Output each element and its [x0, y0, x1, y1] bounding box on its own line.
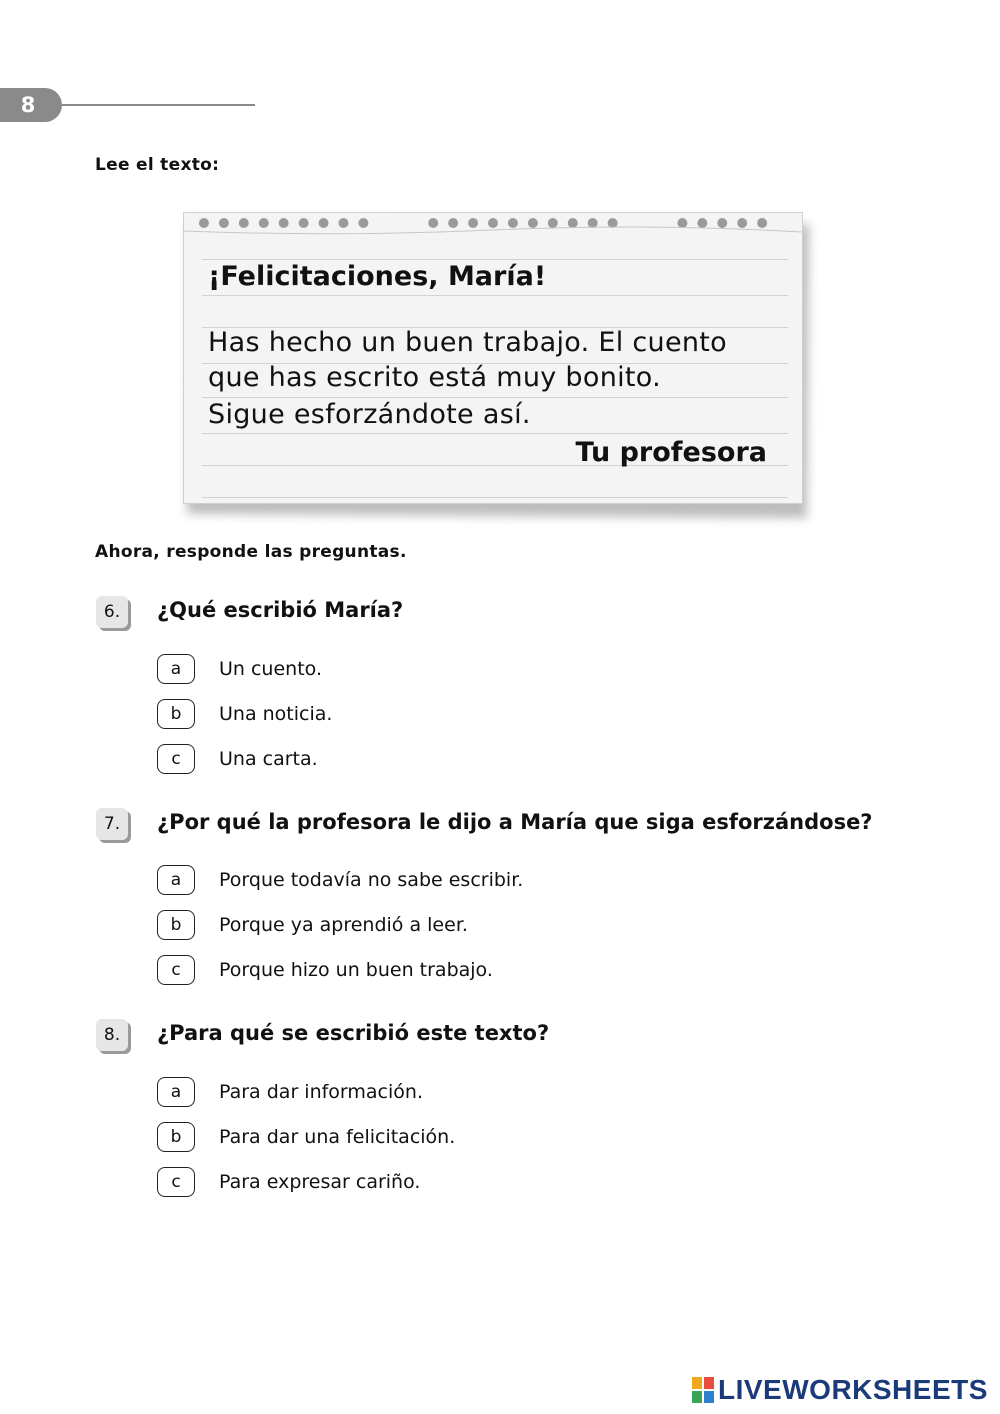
note-rule — [202, 259, 788, 260]
header-rule — [62, 104, 255, 106]
q8-option-b-text: Para dar una felicitación. — [219, 1126, 456, 1148]
note-line-1: Has hecho un buen trabajo. El cuento — [208, 327, 728, 358]
q6-option-a-text: Un cuento. — [219, 658, 322, 680]
note-card — [183, 212, 803, 504]
question-number-8: 8. — [96, 1019, 128, 1051]
note-rule — [202, 497, 788, 498]
q7-option-a-text: Porque todavía no sabe escribir. — [219, 869, 524, 891]
q7-option-b-box[interactable]: b — [157, 910, 195, 940]
question-number-6: 6. — [96, 596, 128, 628]
answer-instruction: Ahora, responde las preguntas. — [95, 542, 407, 562]
q6-option-b-box[interactable]: b — [157, 699, 195, 729]
q8-option-c-box[interactable]: c — [157, 1167, 195, 1197]
q6-option-a-box[interactable]: a — [157, 654, 195, 684]
q6-option-b-text: Una noticia. — [219, 703, 333, 725]
q7-option-c-text: Porque hizo un buen trabajo. — [219, 959, 493, 981]
question-6-text: ¿Qué escribió María? — [157, 598, 404, 622]
q7-option-b-text: Porque ya aprendió a leer. — [219, 914, 468, 936]
note-rule — [202, 397, 788, 398]
note-title: ¡Felicitaciones, María! — [208, 261, 547, 292]
liveworksheets-wordmark: LIVEWORKSHEETS — [718, 1374, 988, 1405]
question-number-7: 7. — [96, 808, 128, 840]
note-rule — [202, 433, 788, 434]
q7-option-a-box[interactable]: a — [157, 865, 195, 895]
q6-option-c-text: Una carta. — [219, 748, 318, 770]
q8-option-b-box[interactable]: b — [157, 1122, 195, 1152]
q7-option-c-box[interactable]: c — [157, 955, 195, 985]
note-line-3: Sigue esforzándote así. — [208, 399, 531, 430]
q8-option-c-text: Para expresar cariño. — [219, 1171, 421, 1193]
q8-option-a-text: Para dar información. — [219, 1081, 423, 1103]
note-line-2: que has escrito está muy bonito. — [208, 362, 662, 393]
read-instruction: Lee el texto: — [95, 155, 220, 175]
q6-option-c-box[interactable]: c — [157, 744, 195, 774]
page-number: 8 — [20, 93, 36, 117]
note-rule — [202, 295, 788, 296]
question-7-text: ¿Por qué la profesora le dijo a María que siga esforzándose? — [157, 810, 873, 834]
page-number-badge — [0, 88, 62, 122]
liveworksheets-logo[interactable] — [692, 1372, 988, 1408]
note-signature: Tu profesora — [575, 437, 767, 468]
liveworksheets-icon — [692, 1377, 714, 1403]
q8-option-a-box[interactable]: a — [157, 1077, 195, 1107]
note-binding-holes — [184, 213, 802, 237]
question-8-text: ¿Para qué se escribió este texto? — [157, 1021, 550, 1045]
